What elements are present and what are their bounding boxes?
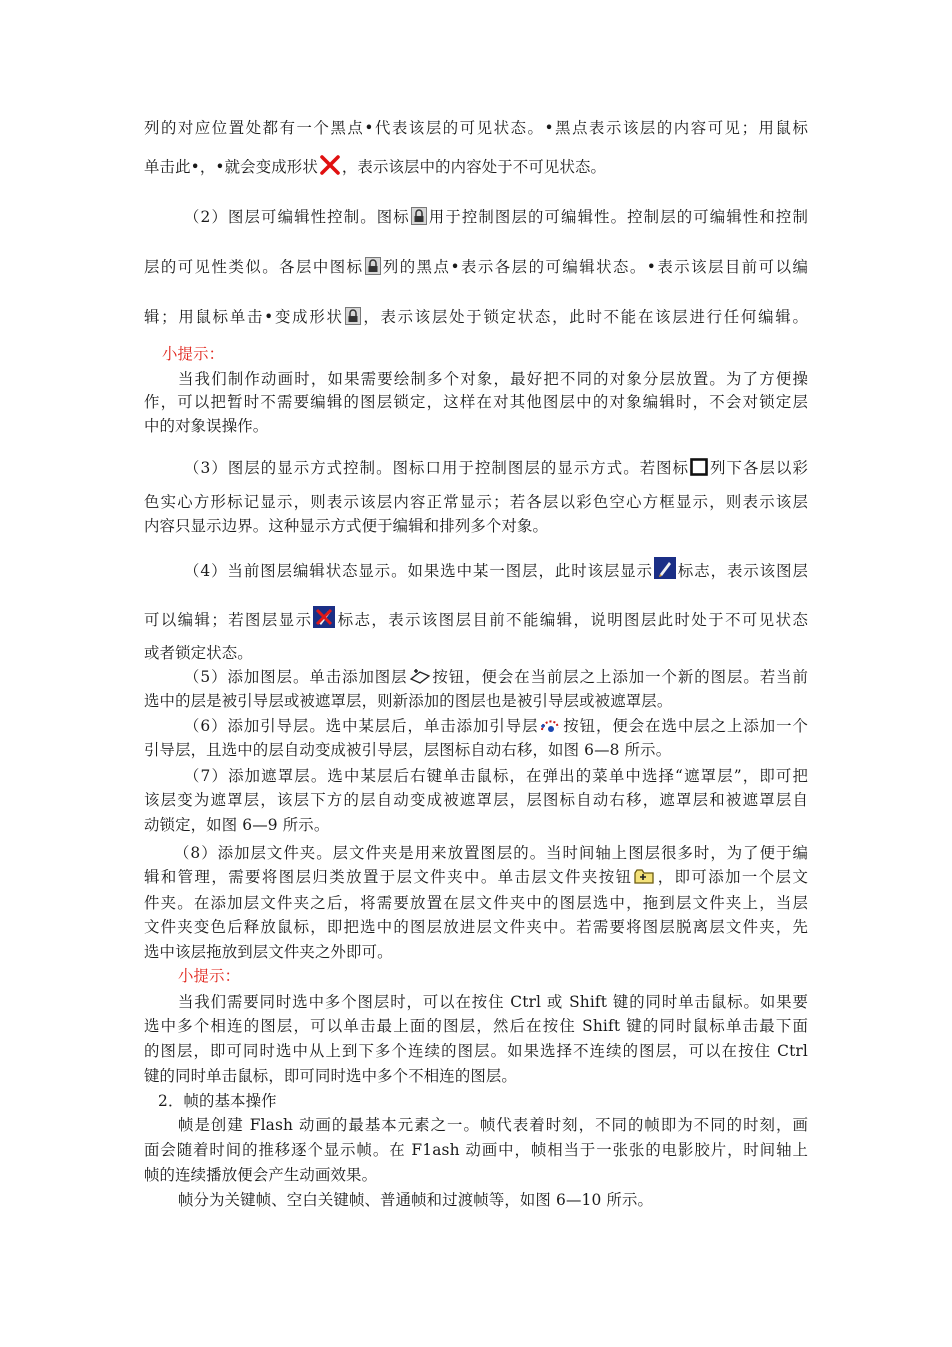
text-line: 该层变为遮罩层，该层下方的层自动变成被遮罩层，层图标自动右移，遮罩层和被遮罩层自	[144, 791, 808, 809]
text-line: （2）图层可编辑性控制。图标 用于控制图层的可编辑性。控制层的可编辑性和控制	[184, 208, 808, 226]
text-line: 帧分为关键帧、空白关键帧、普通帧和过渡帧等，如图 6—10 所示。	[178, 1191, 654, 1209]
text-line: 帧的连续播放便会产生动画效果。	[144, 1166, 378, 1184]
text-line: （6）添加引导层。选中某层后，单击添加引导层 按钮，便会在选中层之上添加一个	[184, 717, 808, 735]
lock-icon	[365, 257, 381, 275]
text-line: 动锁定，如图 6—9 所示。	[144, 816, 330, 834]
text-line: 文件夹变色后释放鼠标，即把选中的图层放进层文件夹中。若需要将图层脱离层文件夹，先	[144, 918, 808, 936]
text-line: （7）添加遮罩层。选中某层后右键单击鼠标，在弹出的菜单中选择“遮罩层”，即可把	[184, 767, 808, 785]
text-line: 的图层，即可同时选中从上到下多个连续的图层。如果选择不连续的图层，可以在按住 Ctrl	[144, 1042, 808, 1060]
text-line: 中的对象误操作。	[144, 417, 269, 435]
text-line: 或者锁定状态。	[144, 644, 253, 662]
text-line: 可以编辑；若图层显示 标志，表示该图层目前不能编辑，说明图层此时处于不可见状态	[144, 606, 808, 630]
text-line: 选中的层是被引导层或被遮罩层，则新添加的图层也是被引导层或被遮罩层。	[144, 692, 673, 710]
section-heading: 2．帧的基本操作	[158, 1092, 277, 1110]
lock-icon	[345, 307, 361, 325]
lock-icon	[411, 207, 427, 225]
text-line: 辑；用鼠标单击•变成形状 ，表示该层处于锁定状态，此时不能在该层进行任何编辑。	[144, 308, 808, 326]
text-line: 选中该层拖放到层文件夹之外即可。	[144, 943, 393, 961]
pencil-crossed-icon	[313, 606, 335, 628]
text-line: 键的同时单击鼠标，即可同时选中多个不相连的图层。	[144, 1067, 517, 1085]
text-line: 面会随着时间的推移逐个显示帧。在 F1ash 动画中，帧相当于一张张的电影胶片，时间轴上	[144, 1141, 808, 1159]
text-line: 作，可以把暂时不需要编辑的图层锁定，这样在对其他图层中的对象编辑时，不会对锁定层	[144, 393, 808, 411]
text-line: 层的可见性类似。各层中图标 列的黑点•表示各层的可编辑状态。•表示该层目前可以编	[144, 258, 808, 276]
text-line: 辑和管理，需要将图层归类放置于层文件夹中。单击层文件夹按钮 ，即可添加一个层文	[144, 868, 808, 886]
text-line: 帧是创建 Flash 动画的最基本元素之一。帧代表着时刻，不同的帧即为不同的时刻，画	[178, 1116, 808, 1134]
text-line: 列的对应位置处都有一个黑点•代表该层的可见状态。•黑点表示该层的内容可见；用鼠标	[144, 119, 808, 137]
add-guide-layer-icon	[539, 716, 561, 734]
add-layer-icon	[409, 667, 431, 685]
text-line: 内容只显示边界。这种显示方式便于编辑和排列多个对象。	[144, 517, 549, 535]
text-line: 引导层，且选中的层自动变成被引导层，层图标自动右移，如图 6—8 所示。	[144, 741, 672, 759]
red-x-icon	[319, 155, 341, 175]
text-line: 选中多个相连的图层，可以单击最上面的图层，然后在按住 Shift 键的同时鼠标单击最下面	[144, 1017, 808, 1035]
pencil-icon	[654, 557, 676, 579]
text-line: 当我们需要同时选中多个图层时，可以在按住 Ctrl 或 Shift 键的同时单击鼠标。如果要	[178, 993, 808, 1011]
text-line: 色实心方形标记显示，则表示该层内容正常显示；若各层以彩色空心方框显示，则表示该层	[144, 493, 808, 511]
tip-label: 小提示：	[178, 967, 241, 985]
text-line: 件夹。在添加层文件夹之后，将需要放置在层文件夹中的图层选中，拖到层文件夹上，当层	[144, 894, 808, 912]
outline-square-icon	[690, 458, 708, 476]
add-folder-icon	[633, 867, 655, 885]
text-line: （8）添加层文件夹。层文件夹是用来放置图层的。当时间轴上图层很多时，为了便于编	[174, 844, 808, 862]
text-line: 当我们制作动画时，如果需要绘制多个对象，最好把不同的对象分层放置。为了方便操	[178, 370, 808, 388]
text-line: （4）当前图层编辑状态显示。如果选中某一图层，此时该层显示 标志，表示该图层	[184, 557, 808, 581]
tip-label: 小提示：	[162, 345, 225, 363]
text-line: （5）添加图层。单击添加图层 按钮，便会在当前层之上添加一个新的图层。若当前	[184, 668, 808, 686]
text-line: 单击此•，•就会变成形状 ，表示该层中的内容处于不可见状态。	[144, 155, 808, 177]
text-line: （3）图层的显示方式控制。图标口用于控制图层的显示方式。若图标 列下各层以彩	[184, 459, 808, 477]
